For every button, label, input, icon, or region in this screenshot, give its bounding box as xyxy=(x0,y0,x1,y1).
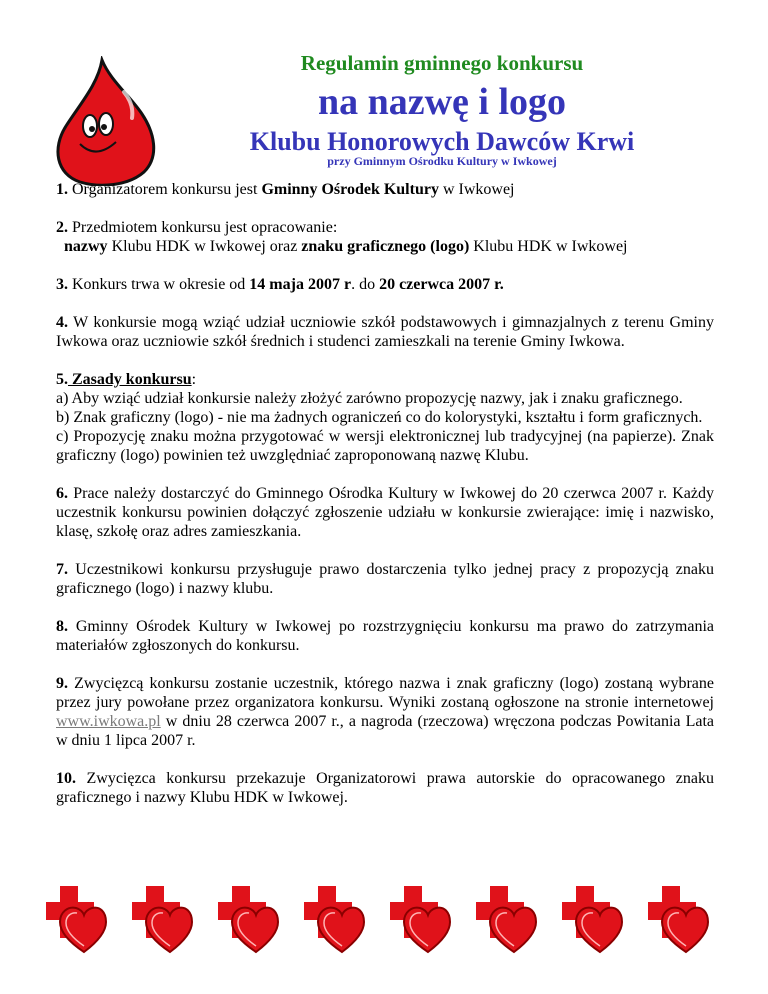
rule-2-detail: nazwy Klubu HDK w Iwkowej oraz znaku graficznego (logo) Klubu HDK w Iwkowej xyxy=(64,238,628,255)
rule-number: 3. xyxy=(56,276,68,293)
club-affiliation: przy Gminnym Ośrodku Kultury w Iwkowej xyxy=(327,154,557,168)
rule-number: 4. xyxy=(56,314,68,331)
footer-logos xyxy=(46,882,716,962)
rule-number: 1. xyxy=(56,181,68,198)
rule-5: 5. Zasady konkursu: a) Aby wziąć udział konkursie należy złożyć zarówno propozycję nazwy, jak i znaku graficznego. b) Znak graficzny (logo) - nie ma żadnych ograniczeń co do kolorystyki, kształtu i form graficznych. c) Propozycję znaku można przygotować w wersji elektronicznej lub tradycyjnej (na papierze). Znak graficzny (logo) powinien też uwzględniać zaproponowaną nazwę Klubu. xyxy=(56,371,714,464)
rule-number: 5. xyxy=(56,371,68,388)
cross-heart-icon xyxy=(218,882,280,954)
rule-number: 8. xyxy=(56,618,68,635)
rule-3: 3. Konkurs trwa w okresie od 14 maja 2007 r. do 20 czerwca 2007 r. xyxy=(56,276,504,293)
cross-heart-icon xyxy=(562,882,624,954)
rule-10: 10. Zwycięzca konkursu przekazuje Organizatorowi prawa autorskie do opracowanego znaku graficznego i nazwy Klubu HDK w Iwkowej. xyxy=(56,770,714,806)
blood-drop-mascot-icon xyxy=(50,56,162,186)
rule-8: 8. Gminny Ośrodek Kultury w Iwkowej po rozstrzygnięciu konkursu ma prawo do zatrzymania materiałów zgłoszonych do konkursu. xyxy=(56,618,714,654)
rule-5-title: Zasady konkursu xyxy=(68,371,192,388)
rule-6: 6. Prace należy dostarczyć do Gminnego Ośrodka Kultury w Iwkowej do 20 czerwca 2007 r. Każdy uczestnik konkursu powinien dołączyć zgłoszenie udziału w konkursie zwierające: imię i nazwisko, klasę, szkołę oraz adres zamieszkania. xyxy=(56,485,714,540)
cross-heart-icon xyxy=(476,882,538,954)
rule-number: 9. xyxy=(56,675,68,692)
rule-4: 4. W konkursie mogą wziąć udział uczniowie szkół podstawowych i gimnazjalnych z terenu Gminy Iwkowa oraz uczniowie szkół średnich i studenci zamieszkali na terenie Gminy Iwkowa. xyxy=(56,314,714,350)
cross-heart-icon xyxy=(648,882,710,954)
cross-heart-icon xyxy=(304,882,366,954)
header-subtitle: Regulamin gminnego konkursu xyxy=(300,51,584,75)
regulations-body xyxy=(56,180,714,826)
rule-number: 2. xyxy=(56,219,68,236)
rule-number: 7. xyxy=(56,561,68,578)
cross-heart-icon xyxy=(132,882,194,954)
rule-number: 10. xyxy=(56,770,76,787)
rule-number: 6. xyxy=(56,485,68,502)
rule-5-a: a) Aby wziąć udział konkursie należy złożyć zarówno propozycję nazwy, jak i znaku graficznego. xyxy=(56,390,683,407)
website-link[interactable]: www.iwkowa.pl xyxy=(56,713,161,730)
cross-heart-icon xyxy=(46,882,108,954)
rule-1: 1. Organizatorem konkursu jest Gminny Ośrodek Kultury w Iwkowej xyxy=(56,181,515,198)
page-title: na nazwę i logo xyxy=(317,81,567,123)
cross-heart-icon xyxy=(390,882,452,954)
rule-5-c: c) Propozycję znaku można przygotować w wersji elektronicznej lub tradycyjnej (na papierze). Znak graficzny (logo) powinien też uwzględniać zaproponowaną nazwę Klubu. xyxy=(56,428,714,464)
rule-7: 7. Uczestnikowi konkursu przysługuje prawo dostarczenia tylko jednej pracy z propozycją znaku graficznego (logo) i nazwy klubu. xyxy=(56,561,714,597)
rule-2: 2. Przedmiotem konkursu jest opracowanie: nazwy Klubu HDK w Iwkowej oraz znaku graficznego (logo) Klubu HDK w Iwkowej xyxy=(56,218,714,256)
rule-9: 9. Zwycięzcą konkursu zostanie uczestnik, którego nazwa i znak graficzny (logo) zostaną wybrane przez jury powołane przez organizatora konkursu. Wyniki zostaną ogłoszone na stronie internetowej www.iwkowa.pl w dniu 28 czerwca 2007 r., a nagroda (rzeczowa) wręczona podczas Powitania Lata w dniu 1 lipca 2007 r. xyxy=(56,675,714,749)
club-name: Klubu Honorowych Dawców Krwi xyxy=(249,127,635,156)
rule-5-b: b) Znak graficzny (logo) - nie ma żadnych ograniczeń co do kolorystyki, kształtu i form graficznych. xyxy=(56,409,703,426)
